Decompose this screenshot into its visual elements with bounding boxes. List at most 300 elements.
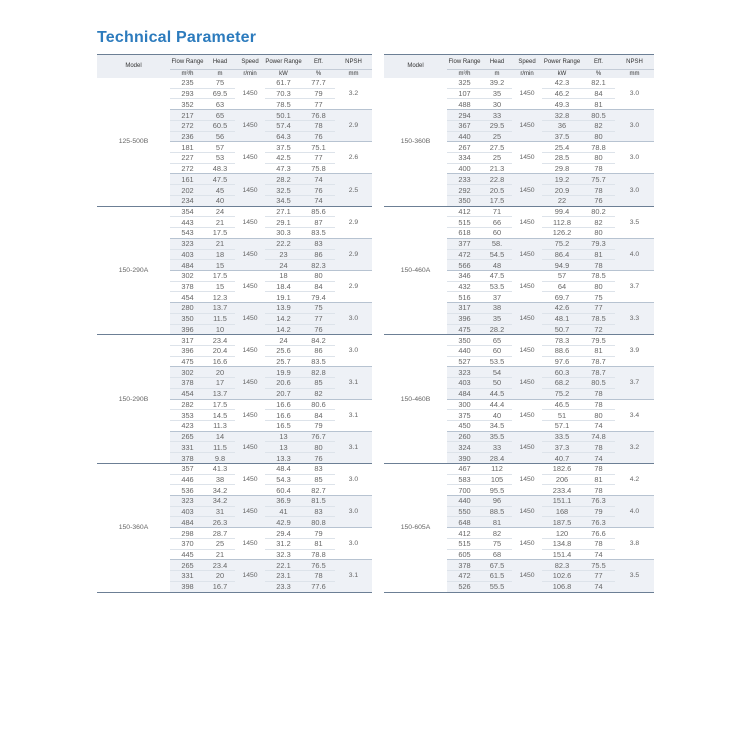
eff-cell: 87 [302,217,335,228]
head-cell: 16.6 [205,356,235,367]
eff-cell: 83.5 [302,356,335,367]
head-cell: 48.3 [205,163,235,174]
head-cell: 45 [205,185,235,196]
flow-cell: 260 [447,431,482,442]
eff-cell: 77 [582,571,615,582]
power-cell: 37.5 [542,131,582,142]
npsh-cell: 2.6 [335,142,372,174]
power-cell: 16.6 [265,399,302,410]
eff-cell: 78 [582,185,615,196]
head-cell: 28.7 [205,528,235,539]
flow-cell: 515 [447,217,482,228]
flow-cell: 272 [170,120,205,131]
flow-cell: 202 [170,185,205,196]
head-cell: 58. [482,238,512,249]
flow-cell: 403 [170,249,205,260]
flow-cell: 618 [447,228,482,239]
flow-cell: 323 [447,367,482,378]
power-cell: 25.7 [265,356,302,367]
power-cell: 28.5 [542,153,582,164]
head-cell: 17.5 [205,228,235,239]
head-cell: 33 [482,110,512,121]
flow-cell: 566 [447,260,482,271]
table-body-right [384,78,654,592]
power-cell: 51 [542,410,582,421]
head-cell: 11.5 [205,313,235,324]
flow-cell: 367 [447,120,482,131]
speed-cell: 1450 [512,431,542,463]
flow-cell: 488 [447,99,482,110]
flow-cell: 233 [447,174,482,185]
head-cell: 25 [205,538,235,549]
eff-cell: 79 [582,506,615,517]
head-cell: 34.2 [205,485,235,496]
head-cell: 14 [205,431,235,442]
flow-cell: 454 [170,292,205,303]
unit-head: m [205,70,235,79]
head-cell: 37 [482,292,512,303]
npsh-cell: 3.1 [335,367,372,399]
eff-cell: 72 [582,324,615,335]
eff-cell: 75 [582,292,615,303]
flow-cell: 234 [170,195,205,206]
power-cell: 75.2 [542,388,582,399]
eff-cell: 75.7 [582,174,615,185]
eff-cell: 82.1 [591,78,606,88]
head-cell: 65 [482,335,512,346]
head-cell: 31 [205,506,235,517]
flow-cell: 398 [170,581,205,592]
npsh-cell: 3.0 [615,110,654,142]
power-cell: 32.3 [265,549,302,560]
eff-cell: 84.2 [302,335,335,346]
head-cell: 57 [205,142,235,153]
head-cell: 38 [205,474,235,485]
power-cell: 31.2 [265,538,302,549]
head-cell: 81 [482,517,512,528]
head-cell: 16.7 [205,581,235,592]
head-cell: 39.2 [489,78,505,88]
power-cell: 30.3 [265,228,302,239]
npsh-cell: 3.0 [615,142,654,174]
eff-cell: 80 [582,153,615,164]
head-cell: 60.5 [205,120,235,131]
power-cell: 20.9 [542,185,582,196]
head-cell: 21.3 [482,163,512,174]
parameter-table-left [97,54,372,593]
eff-cell: 78 [582,260,615,271]
head-cell: 96 [482,496,512,507]
power-cell: 14.2 [265,324,302,335]
flow-cell: 583 [447,474,482,485]
head-cell: 23.4 [205,560,235,571]
flow-cell: 378 [170,378,205,389]
eff-cell: 81 [582,99,615,110]
flow-cell: 317 [447,303,482,314]
eff-cell: 78.5 [582,313,615,324]
flow-cell: 484 [447,388,482,399]
flow-cell: 440 [447,496,482,507]
flow-cell: 443 [170,217,205,228]
speed-cell: 1450 [512,110,542,142]
speed-cell: 1450 [512,270,542,302]
power-cell: 13.9 [265,303,302,314]
flow-cell: 605 [447,549,482,560]
eff-cell: 80 [582,410,615,421]
head-cell: 20 [205,571,235,582]
npsh-cell: 3.0 [629,90,640,98]
power-cell: 40.7 [542,453,582,464]
table-row [97,206,372,217]
power-cell: 233.4 [542,485,582,496]
flow-cell: 412 [447,206,482,217]
flow-cell: 440 [447,345,482,356]
flow-cell: 700 [447,485,482,496]
npsh-cell: 3.0 [615,174,654,206]
eff-cell: 82 [302,388,335,399]
flow-cell: 400 [447,163,482,174]
speed-cell: 1450 [235,496,265,528]
head-cell: 9.8 [205,453,235,464]
npsh-cell: 4.2 [615,463,654,495]
eff-cell: 77.6 [302,581,335,592]
header-power: Power Range [542,55,582,70]
power-cell: 22 [542,195,582,206]
power-cell: 86.4 [542,249,582,260]
flow-cell: 527 [447,356,482,367]
head-cell: 17.5 [205,270,235,281]
flow-cell: 324 [447,442,482,453]
npsh-cell: 3.0 [335,335,372,367]
head-cell: 35 [482,88,512,99]
eff-cell: 82.8 [302,367,335,378]
head-cell: 14.5 [205,410,235,421]
power-cell: 20.7 [265,388,302,399]
head-cell: 47.5 [482,270,512,281]
flow-cell: 403 [170,506,205,517]
head-cell: 95.5 [482,485,512,496]
head-cell: 17 [205,378,235,389]
head-cell: 54.5 [482,249,512,260]
npsh-cell: 3.3 [615,303,654,335]
eff-cell: 83 [302,463,335,474]
flow-cell: 440 [447,131,482,142]
eff-cell: 74 [302,195,335,206]
eff-cell: 76.5 [302,560,335,571]
head-cell: 41.3 [205,463,235,474]
head-cell: 34.5 [482,421,512,432]
flow-cell: 550 [447,506,482,517]
eff-cell: 82.7 [302,485,335,496]
flow-cell: 396 [447,313,482,324]
speed-cell: 1450 [235,560,265,592]
eff-cell: 75.1 [302,142,335,153]
flow-cell: 346 [447,270,482,281]
unit-head: m [482,70,512,79]
eff-cell: 79 [302,88,335,99]
power-cell: 69.7 [542,292,582,303]
eff-cell: 79 [302,528,335,539]
power-cell: 29.1 [265,217,302,228]
power-cell: 13 [265,431,302,442]
speed-cell: 1450 [235,270,265,302]
table-body-left [97,78,372,592]
flow-cell: 267 [447,142,482,153]
head-cell: 21 [205,217,235,228]
eff-cell: 85.6 [302,206,335,217]
eff-cell: 79.5 [582,335,615,346]
eff-cell: 80.8 [302,517,335,528]
header-head: Head [205,55,235,70]
eff-cell: 82.3 [302,260,335,271]
flow-cell: 396 [170,324,205,335]
table-row [384,463,654,474]
eff-cell: 75.8 [302,163,335,174]
header-speed: Speed [512,55,542,70]
flow-cell: 272 [170,163,205,174]
speed-cell: 1450 [235,303,265,335]
power-cell: 48.1 [542,313,582,324]
speed-cell: 1450 [235,206,265,238]
power-cell: 14.2 [265,313,302,324]
flow-cell: 377 [447,238,482,249]
eff-cell: 85 [302,378,335,389]
speed-cell: 1450 [512,496,542,528]
eff-cell: 83.5 [302,228,335,239]
eff-cell: 76.8 [302,110,335,121]
eff-cell: 78 [302,571,335,582]
speed-cell: 1450 [512,303,542,335]
header-power: Power Range [265,55,302,70]
flow-cell: 396 [170,345,205,356]
power-cell: 60.4 [265,485,302,496]
head-cell: 21 [205,549,235,560]
power-cell: 37.5 [265,142,302,153]
head-cell: 23.4 [205,335,235,346]
power-cell: 82.3 [542,560,582,571]
unit-eff: % [582,70,615,79]
flow-cell: 181 [170,142,205,153]
page-title: Technical Parameter [97,29,257,46]
flow-cell: 543 [170,228,205,239]
eff-cell: 81 [302,538,335,549]
flow-cell: 325 [458,78,471,88]
speed-cell: 1450 [235,110,265,142]
flow-cell: 300 [447,399,482,410]
head-cell: 69.5 [205,88,235,99]
flow-cell: 467 [447,463,482,474]
power-cell: 32.8 [542,110,582,121]
eff-cell: 80 [582,281,615,292]
model-cell: 150-290B [97,335,170,464]
power-cell: 32.5 [265,185,302,196]
npsh-cell: 2.9 [335,270,372,302]
power-cell: 70.3 [265,88,302,99]
table-row [384,335,654,346]
eff-cell: 84 [582,88,615,99]
power-cell: 18 [265,270,302,281]
table-row [97,335,372,346]
power-cell: 57 [542,270,582,281]
flow-cell: 378 [170,281,205,292]
head-cell: 50 [482,378,512,389]
head-cell: 56 [205,131,235,142]
power-cell: 22.1 [265,560,302,571]
flow-cell: 515 [447,538,482,549]
flow-cell: 375 [447,410,482,421]
flow-cell: 282 [170,399,205,410]
power-cell: 99.4 [542,206,582,217]
eff-cell: 79 [302,421,335,432]
power-cell: 106.8 [542,581,582,592]
eff-cell: 78.8 [582,142,615,153]
power-cell: 24 [265,260,302,271]
head-cell: 54 [482,367,512,378]
head-cell: 35 [482,313,512,324]
flow-cell: 403 [447,378,482,389]
npsh-cell: 2.9 [335,238,372,270]
eff-cell: 81 [582,249,615,260]
power-cell: 64 [542,281,582,292]
head-cell: 18 [205,249,235,260]
flow-cell: 323 [170,238,205,249]
eff-cell: 78.8 [302,549,335,560]
eff-cell: 86 [302,249,335,260]
eff-cell: 76 [582,195,615,206]
head-cell: 53.5 [482,281,512,292]
flow-cell: 317 [170,335,205,346]
power-cell: 13 [265,442,302,453]
flow-cell: 293 [170,88,205,99]
head-cell: 61.5 [482,571,512,582]
head-cell: 34.2 [205,496,235,507]
eff-cell: 77.7 [311,78,326,88]
power-cell: 46.5 [542,399,582,410]
power-cell: 88.6 [542,345,582,356]
flow-cell: 217 [170,110,205,121]
npsh-cell: 3.8 [615,528,654,560]
flow-cell: 445 [170,549,205,560]
header-flow: Flow Range [170,55,205,70]
power-cell: 33.5 [542,431,582,442]
model-cell: 150-360B [384,78,447,206]
power-cell: 75.2 [542,238,582,249]
npsh-cell: 3.1 [335,560,372,592]
head-cell: 60 [482,345,512,356]
power-cell: 16.6 [265,410,302,421]
unit-speed: r/min [512,70,542,79]
eff-cell: 78.5 [582,270,615,281]
power-cell: 27.1 [265,206,302,217]
table-row [384,78,654,88]
head-cell: 17.5 [205,399,235,410]
speed-cell: 1450 [512,206,542,238]
speed-cell: 1450 [235,174,265,206]
flow-cell: 331 [170,442,205,453]
eff-cell: 82 [582,120,615,131]
power-cell: 168 [542,506,582,517]
flow-cell: 370 [170,538,205,549]
npsh-cell: 3.2 [348,90,359,98]
power-cell: 61.7 [276,78,291,88]
eff-cell: 75.5 [582,560,615,571]
head-cell: 75 [482,538,512,549]
header-eff: Eff. [302,55,335,70]
flow-cell: 354 [170,206,205,217]
power-cell: 151.1 [542,496,582,507]
npsh-cell: 3.0 [335,463,372,495]
flow-cell: 107 [447,88,482,99]
eff-cell: 78 [582,388,615,399]
flow-cell: 280 [170,303,205,314]
npsh-cell: 3.0 [335,496,372,528]
speed-cell: 1450 [235,431,265,463]
head-cell: 44.5 [482,388,512,399]
speed-cell: 1450 [242,90,258,98]
flow-cell: 331 [170,571,205,582]
head-cell: 15 [205,260,235,271]
eff-cell: 85 [302,474,335,485]
head-cell: 22.8 [482,174,512,185]
flow-cell: 334 [447,153,482,164]
eff-cell: 76.3 [582,517,615,528]
power-cell: 25.4 [542,142,582,153]
eff-cell: 76.3 [582,496,615,507]
head-cell: 21 [205,238,235,249]
eff-cell: 76.6 [582,528,615,539]
power-cell: 37.3 [542,442,582,453]
head-cell: 12.3 [205,292,235,303]
power-cell: 36.9 [265,496,302,507]
head-cell: 40 [482,410,512,421]
eff-cell: 80.6 [302,399,335,410]
speed-cell: 1450 [235,399,265,431]
power-cell: 42.9 [265,517,302,528]
power-cell: 102.6 [542,571,582,582]
flow-cell: 484 [170,517,205,528]
flow-cell: 352 [170,99,205,110]
npsh-cell: 3.7 [615,270,654,302]
power-cell: 50.7 [542,324,582,335]
eff-cell: 81.5 [302,496,335,507]
npsh-cell: 3.4 [615,399,654,431]
flow-cell: 475 [170,356,205,367]
eff-cell: 76 [302,185,335,196]
power-cell: 16.5 [265,421,302,432]
unit-flow: m³/h [170,70,205,79]
unit-npsh: mm [335,70,372,79]
head-cell: 105 [482,474,512,485]
power-cell: 19.1 [265,292,302,303]
head-cell: 11.3 [205,421,235,432]
power-cell: 20.6 [265,378,302,389]
model-cell: 150-290A [97,206,170,335]
eff-cell: 78 [582,463,615,474]
power-cell: 42.6 [542,303,582,314]
npsh-cell: 3.7 [615,367,654,399]
flow-cell: 378 [170,453,205,464]
head-cell: 27.5 [482,142,512,153]
flow-cell: 350 [447,335,482,346]
flow-cell: 350 [447,195,482,206]
power-cell: 19.9 [265,367,302,378]
npsh-cell: 3.2 [615,431,654,463]
power-cell: 49.3 [542,99,582,110]
eff-cell: 76.7 [302,431,335,442]
npsh-cell: 3.9 [615,335,654,367]
eff-cell: 80 [302,442,335,453]
npsh-cell: 3.5 [615,206,654,238]
